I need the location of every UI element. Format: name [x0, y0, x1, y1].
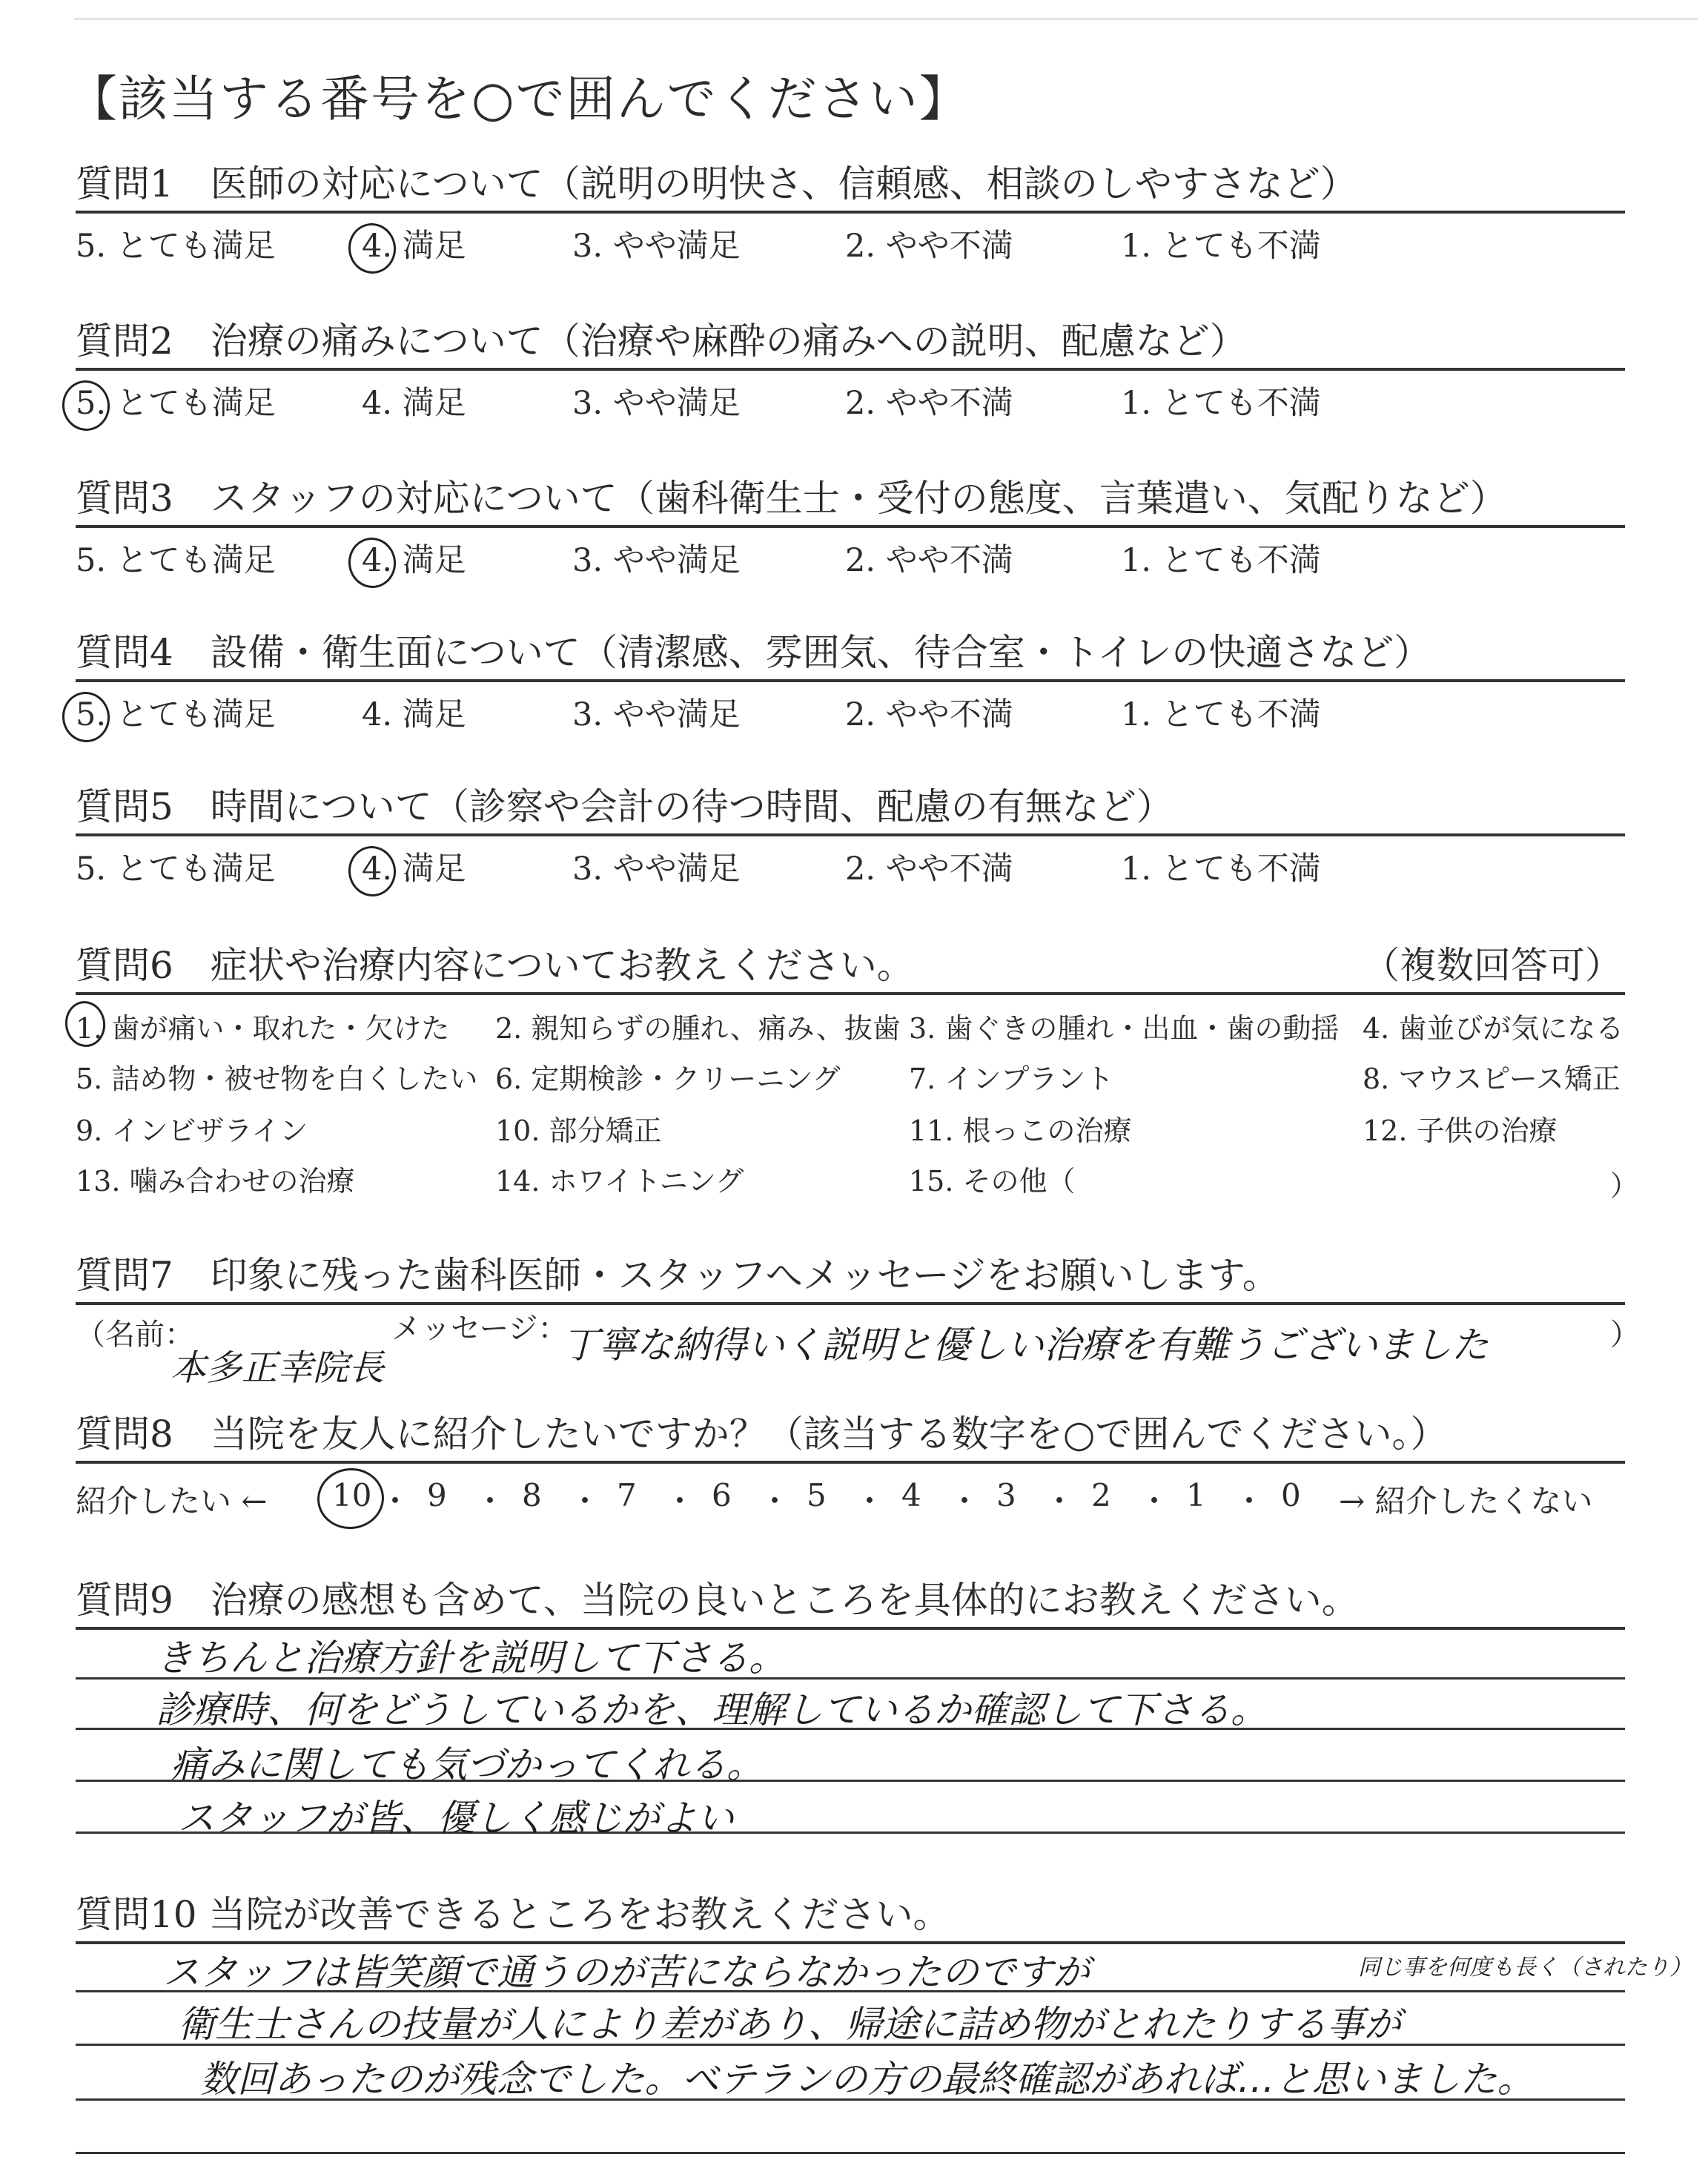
question-8-rule [76, 1461, 1625, 1464]
rating-option-label: 満足 [402, 851, 466, 888]
rating-option-label: やや不満 [885, 385, 1013, 422]
scale-value-8[interactable]: 8 [522, 1477, 542, 1513]
scale-value-4[interactable]: 4 [901, 1477, 921, 1513]
rating-option-number: 3. [572, 228, 603, 265]
symptom-option-number: 11. [909, 1114, 954, 1147]
symptom-option-6[interactable] [495, 1056, 841, 1097]
question-4-title: 質問4 設備・衛生面について（清潔感、雰囲気、待合室・トイレの快適さなど） [76, 631, 1431, 674]
question-5-title: 質問5 時間について（診察や会計の待つ時間、配慮の有無など） [76, 785, 1174, 828]
symptom-option-12[interactable] [1363, 1108, 1558, 1149]
rating-option-number: 5. [76, 696, 107, 733]
symptom-option-number: 14. [495, 1165, 540, 1198]
symptom-option-15[interactable] [909, 1158, 1076, 1199]
symptom-option-7[interactable] [909, 1056, 1113, 1097]
symptom-option-label: 歯が痛い・取れた・欠けた [111, 1012, 450, 1045]
rating-option-4[interactable] [362, 535, 466, 581]
q10-answer-line-1: スタッフは皆笑顔で通うのが苦にならなかったのですが [163, 1951, 1090, 1994]
rating-option-label: 満足 [402, 385, 466, 422]
rating-option-label: やや不満 [885, 228, 1013, 265]
question-4 [0, 623, 1708, 779]
symptom-option-number: 13. [76, 1165, 121, 1198]
rating-option-5[interactable] [76, 221, 276, 266]
rating-option-number: 5. [76, 542, 107, 579]
rating-option-label: とても不満 [1161, 542, 1321, 579]
scale-right-label: → 紹介したくない [1339, 1483, 1593, 1519]
scale-separator: ・ [759, 1483, 791, 1519]
rating-option-label: とても満足 [116, 228, 276, 265]
scale-separator: ・ [569, 1483, 601, 1519]
symptom-option-label: 根っこの治療 [962, 1114, 1132, 1147]
question-7-title: 質問7 印象に残った歯科医師・スタッフへメッセージをお願いします。 [76, 1254, 1280, 1297]
rating-option-label: やや満足 [612, 385, 741, 422]
rating-option-number: 5. [76, 228, 107, 265]
scan-edge-line [74, 18, 1698, 20]
rating-option-label: とても不満 [1161, 851, 1321, 888]
q6-close-paren: ） [1610, 1169, 1639, 1202]
rating-option-label: 満足 [402, 228, 466, 265]
scale-value-10[interactable]: 10 [332, 1477, 372, 1513]
question-6-note: （複数回答可） [1363, 944, 1622, 987]
scale-value-5[interactable]: 5 [807, 1477, 827, 1513]
rating-option-number: 4. [362, 542, 393, 579]
scale-separator: ・ [380, 1483, 411, 1519]
rating-option-5[interactable] [76, 535, 276, 581]
q9-answer-line-4: スタッフが皆、優しく感じがよい [178, 1797, 734, 1840]
rating-option-label: やや満足 [612, 696, 741, 733]
symptom-option-label: その他（ [962, 1165, 1076, 1198]
rating-option-2[interactable] [845, 535, 1013, 581]
question-5-rule [76, 833, 1625, 836]
rating-option-label: やや不満 [885, 542, 1013, 579]
rating-option-number: 2. [845, 696, 876, 733]
rating-option-4[interactable] [362, 221, 466, 266]
rating-option-number: 5. [76, 851, 107, 888]
message-close-paren: ） [1610, 1318, 1640, 1352]
symptom-option-1[interactable] [76, 1005, 449, 1046]
question-3 [0, 469, 1708, 624]
rating-option-number: 4. [362, 228, 393, 265]
q9-answer-line-2: 診療時、何をどうしているかを、理解しているか確認して下さる。 [156, 1688, 1268, 1731]
rating-option-3[interactable] [572, 378, 741, 423]
rating-option-number: 3. [572, 385, 603, 422]
question-3-title: 質問3 スタッフの対応について（歯科衛生士・受付の態度、言葉遣い、気配りなど） [76, 477, 1507, 520]
symptom-option-label: 歯ぐきの腫れ・出血・歯の動揺 [944, 1012, 1340, 1045]
symptom-option-10[interactable] [495, 1108, 662, 1149]
rating-option-1[interactable] [1121, 378, 1321, 423]
rating-option-label: やや満足 [612, 542, 741, 579]
symptom-option-label: 歯並びが気になる [1398, 1012, 1624, 1045]
scale-value-3[interactable]: 3 [996, 1477, 1016, 1513]
rating-option-label: 満足 [402, 696, 466, 733]
rating-option-4[interactable] [362, 378, 466, 423]
q10-insert-note: 同じ事を何度も長く（されたり） [1358, 1955, 1692, 1981]
scale-separator: ・ [949, 1483, 981, 1519]
question-2-rule [76, 368, 1625, 371]
rating-option-number: 3. [572, 851, 603, 888]
rating-option-label: とても不満 [1161, 385, 1321, 422]
question-2-title: 質問2 治療の痛みについて（治療や麻酔の痛みへの説明、配慮など） [76, 320, 1247, 363]
question-4-rule [76, 679, 1625, 682]
scale-value-7[interactable]: 7 [617, 1477, 637, 1513]
question-1-title: 質問1 医師の対応について（説明の明快さ、信頼感、相談のしやすさなど） [76, 162, 1357, 205]
rating-option-4[interactable] [362, 690, 466, 735]
symptom-option-number: 8. [1363, 1063, 1390, 1095]
question-3-rule [76, 525, 1625, 528]
page-title: 【該当する番号を○で囲んでください】 [68, 70, 970, 128]
question-8 [0, 1404, 1708, 1560]
symptom-option-4[interactable] [1363, 1005, 1623, 1046]
message-label: メッセージ： [391, 1312, 568, 1346]
q10-answer-line-3: 数回あったのが残念でした。ベテランの方の最終確認があれば…と思いました。 [200, 2058, 1535, 2101]
symptom-option-label: インビザライン [111, 1114, 308, 1147]
symptom-option-number: 6. [495, 1063, 523, 1095]
scale-value-1[interactable]: 1 [1186, 1477, 1206, 1513]
symptom-option-number: 3. [909, 1012, 936, 1045]
rating-option-label: やや不満 [885, 851, 1013, 888]
rating-option-5[interactable] [76, 844, 276, 889]
question-10-title: 質問10 当院が改善できるところをお教えください。 [76, 1893, 950, 1936]
rating-option-4[interactable] [362, 844, 466, 889]
q9-answer-line-1: きちんと治療方針を説明して下さる。 [156, 1636, 786, 1680]
scale-value-2[interactable]: 2 [1091, 1477, 1111, 1513]
rating-option-label: とても満足 [116, 696, 276, 733]
rating-option-number: 2. [845, 228, 876, 265]
rating-option-number: 4. [362, 851, 393, 888]
rating-option-number: 2. [845, 542, 876, 579]
rating-option-number: 1. [1121, 851, 1152, 888]
name-label: （名前： [76, 1318, 194, 1352]
question-9-title: 質問9 治療の感想も含めて、当院の良いところを具体的にお教えください。 [76, 1579, 1359, 1622]
rating-option-number: 1. [1121, 228, 1152, 265]
symptom-option-2[interactable] [495, 1005, 901, 1046]
rating-option-number: 2. [845, 851, 876, 888]
question-2 [0, 311, 1708, 467]
rating-option-label: とても満足 [116, 542, 276, 579]
symptom-option-8[interactable] [1363, 1056, 1621, 1097]
symptom-option-number: 1. [76, 1012, 103, 1045]
message-handwriting: 丁寧な納得いく説明と優しい治療を有難うございました [562, 1324, 1489, 1367]
rating-option-1[interactable] [1121, 844, 1321, 889]
rating-option-3[interactable] [572, 535, 741, 581]
rating-option-2[interactable] [845, 844, 1013, 889]
rating-option-number: 5. [76, 385, 107, 422]
rating-option-label: やや満足 [612, 851, 741, 888]
q10-answer-line-2: 衛生士さんの技量が人により差があり、帰途に詰め物がとれたりする事が [178, 2003, 1401, 2046]
rating-option-3[interactable] [572, 690, 741, 735]
scale-separator: ・ [854, 1483, 886, 1519]
question-6-rule [76, 992, 1625, 995]
scale-separator: ・ [474, 1483, 506, 1519]
rating-option-number: 1. [1121, 696, 1152, 733]
question-1 [0, 154, 1708, 310]
symptom-option-number: 10. [495, 1114, 540, 1147]
symptom-option-number: 5. [76, 1063, 103, 1095]
scale-separator: ・ [1044, 1483, 1076, 1519]
scale-value-9[interactable]: 9 [427, 1477, 447, 1513]
symptom-option-label: 子供の治療 [1416, 1114, 1558, 1147]
question-7-rule [76, 1302, 1625, 1305]
rating-option-5[interactable] [76, 378, 276, 423]
rating-option-label: 満足 [402, 542, 466, 579]
rating-option-number: 4. [362, 696, 393, 733]
scale-left-label: 紹介したい ← [76, 1483, 268, 1519]
symptom-option-9[interactable] [76, 1108, 308, 1149]
rating-option-number: 3. [572, 696, 603, 733]
rating-option-3[interactable] [572, 844, 741, 889]
q9-answer-line-3: 痛みに関しても気づかってくれる。 [171, 1743, 764, 1786]
question-1-rule [76, 211, 1625, 214]
scale-value-0[interactable]: 0 [1281, 1477, 1301, 1513]
rating-option-label: とても不満 [1161, 696, 1321, 733]
rating-option-2[interactable] [845, 221, 1013, 266]
symptom-option-number: 12. [1363, 1114, 1408, 1147]
rating-option-number: 2. [845, 385, 876, 422]
symptom-option-label: 詰め物・被せ物を白くしたい [111, 1063, 478, 1095]
scale-separator: ・ [1234, 1483, 1265, 1519]
scale-separator: ・ [664, 1483, 696, 1519]
rating-option-1[interactable] [1121, 535, 1321, 581]
symptom-option-label: 親知らずの腫れ、痛み、抜歯 [531, 1012, 901, 1045]
symptom-option-label: 定期検診・クリーニング [531, 1063, 841, 1095]
symptom-option-3[interactable] [909, 1005, 1339, 1046]
rating-option-label: やや不満 [885, 696, 1013, 733]
rating-option-label: とても満足 [116, 851, 276, 888]
symptom-option-number: 4. [1363, 1012, 1390, 1045]
question-8-title: 質問8 当院を友人に紹介したいですか？（該当する数字を○で囲んでください。） [76, 1413, 1448, 1456]
symptom-option-14[interactable] [495, 1158, 744, 1199]
symptom-option-label: 部分矯正 [549, 1114, 662, 1147]
rating-option-2[interactable] [845, 378, 1013, 423]
symptom-option-label: マウスピース矯正 [1398, 1063, 1621, 1095]
rating-option-number: 3. [572, 542, 603, 579]
rating-option-1[interactable] [1121, 221, 1321, 266]
rating-option-number: 1. [1121, 542, 1152, 579]
scale-value-6[interactable]: 6 [712, 1477, 732, 1513]
symptom-option-label: インプラント [944, 1063, 1114, 1095]
symptom-option-11[interactable] [909, 1108, 1132, 1149]
rating-option-3[interactable] [572, 221, 741, 266]
symptom-option-5[interactable] [76, 1056, 477, 1097]
rating-option-2[interactable] [845, 690, 1013, 735]
rating-option-label: とても不満 [1161, 228, 1321, 265]
rating-option-label: やや満足 [612, 228, 741, 265]
symptom-option-label: 噛み合わせの治療 [129, 1165, 355, 1198]
q10-answer-rule [76, 2152, 1625, 2154]
name-handwriting: 本多正幸院長 [171, 1347, 385, 1389]
symptom-option-number: 2. [495, 1012, 523, 1045]
symptom-option-13[interactable] [76, 1158, 355, 1199]
rating-option-number: 1. [1121, 385, 1152, 422]
symptom-option-number: 9. [76, 1114, 103, 1147]
scale-separator: ・ [1139, 1483, 1171, 1519]
symptom-option-number: 7. [909, 1063, 936, 1095]
symptom-option-number: 15. [909, 1165, 954, 1198]
rating-option-1[interactable] [1121, 690, 1321, 735]
rating-option-number: 4. [362, 385, 393, 422]
question-6-title: 質問6 症状や治療内容についてお教えください。 [76, 944, 914, 987]
rating-option-5[interactable] [76, 690, 276, 735]
rating-option-label: とても満足 [116, 385, 276, 422]
symptom-option-label: ホワイトニング [549, 1165, 744, 1198]
question-5 [0, 777, 1708, 933]
